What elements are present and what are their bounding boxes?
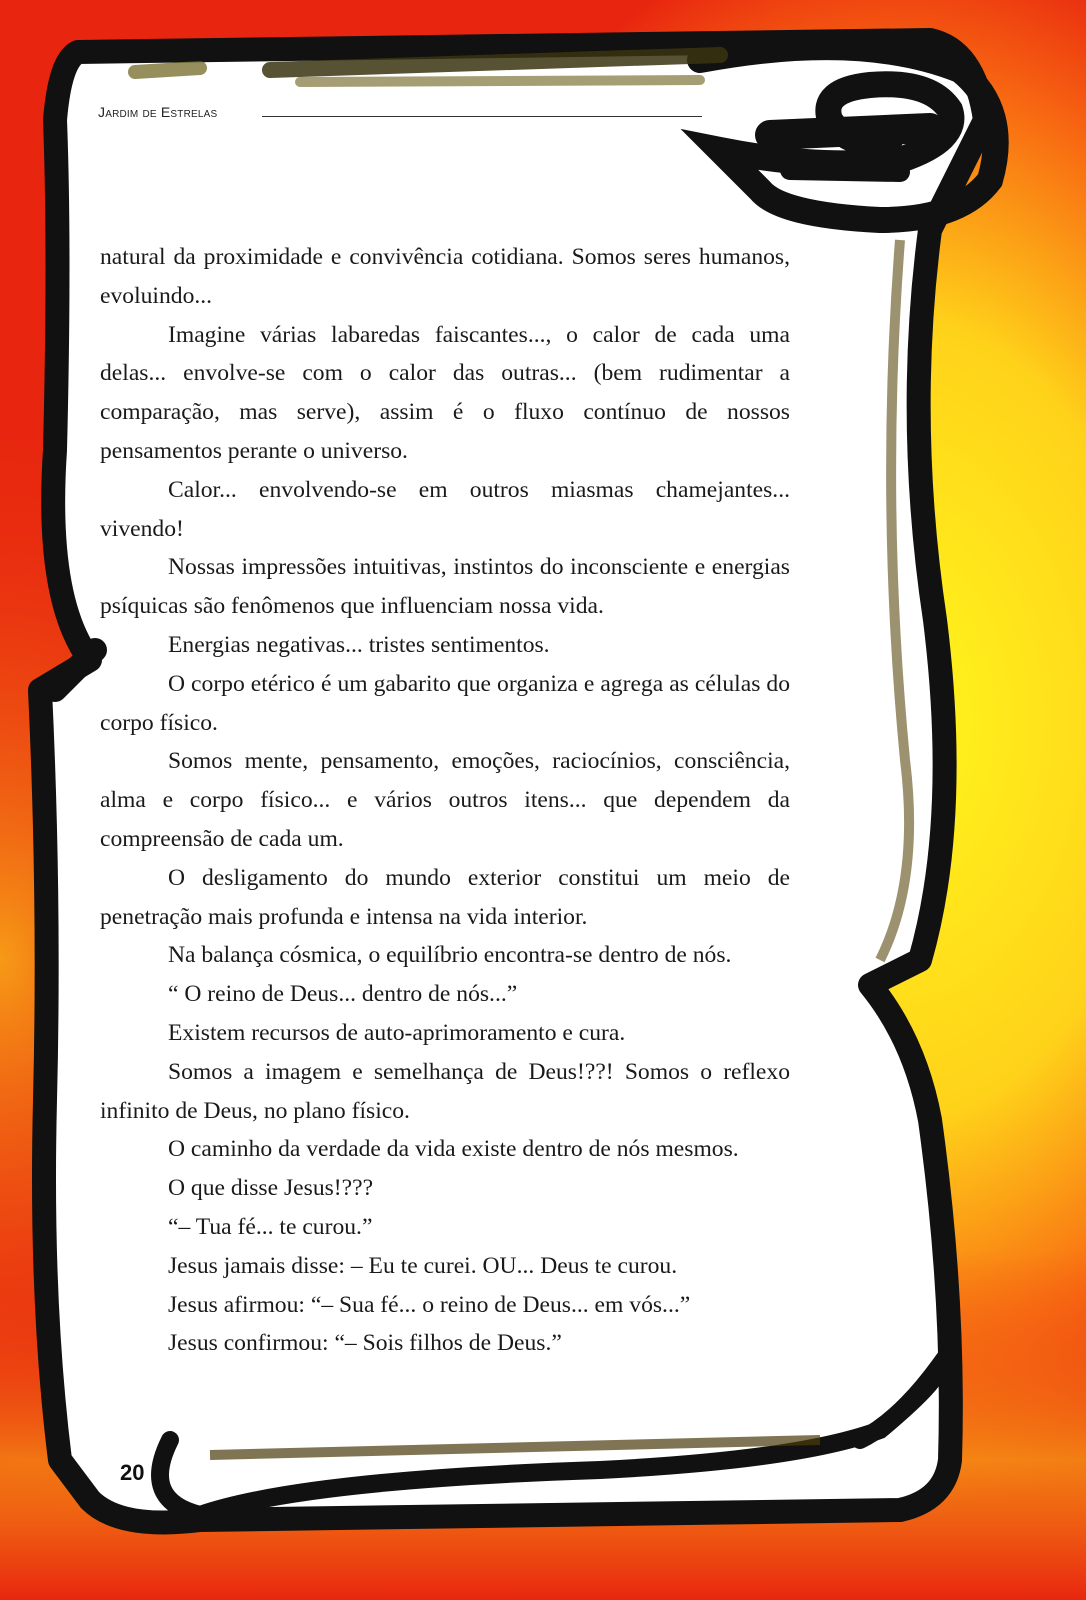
paragraph: Existem recursos de auto-aprimoramento e cura. (168, 1019, 626, 1046)
paragraph: Imagine várias labaredas faiscantes..., o calor de cada uma delas... envolve-se com o calor das outras... (bem rudimentar a comparação, mas serve), assim é o fluxo contínuo de nossos pensamentos perante o universo. (100, 321, 790, 464)
paragraph: Somos mente, pensamento, emoções, raciocínios, consciência, alma e corpo físico... e vários outros itens... que dependem da compreensão de cada um. (100, 748, 790, 852)
paragraph: Na balança cósmica, o equilíbrio encontra-se dentro de nós. (168, 942, 732, 969)
paragraph: Somos a imagem e semelhança de Deus!??! Somos o reflexo infinito de Deus, no plano físico. (100, 1058, 790, 1124)
body-text (100, 238, 790, 1363)
header-rule (262, 116, 702, 117)
paragraph: O desligamento do mundo exterior constitui um meio de penetração mais profunda e intensa na vida interior. (100, 864, 790, 930)
paragraph: Nossas impressões intuitivas, instintos do inconsciente e energias psíquicas são fenômenos que influenciam nossa vida. (100, 554, 790, 620)
paragraph: O caminho da verdade da vida existe dentro de nós mesmos. (168, 1136, 739, 1163)
paragraph: Calor... envolvendo-se em outros miasmas chamejantes... vivendo! (100, 476, 790, 542)
page-number: 20 (120, 1460, 145, 1485)
paragraph: “ O reino de Deus... dentro de nós...” (168, 981, 518, 1008)
running-header-title: Jardim de Estrelas (98, 104, 218, 120)
paragraph: Energias negativas... tristes sentimentos. (168, 631, 550, 658)
paragraph: Jesus jamais disse: – Eu te curei. OU... Deus te curou. (168, 1252, 678, 1279)
paragraph: O que disse Jesus!??? (168, 1175, 374, 1202)
paragraph: Jesus confirmou: “– Sois filhos de Deus.” (168, 1330, 562, 1357)
paragraph: natural da proximidade e convivência cotidiana. Somos seres humanos, evoluindo... (100, 244, 790, 309)
paragraph: O corpo etérico é um gabarito que organiza e agrega as células do corpo físico. (100, 670, 790, 736)
paragraph: Jesus afirmou: “– Sua fé... o reino de Deus... em vós...” (168, 1291, 691, 1318)
paragraph: “– Tua fé... te curou.” (168, 1213, 373, 1240)
